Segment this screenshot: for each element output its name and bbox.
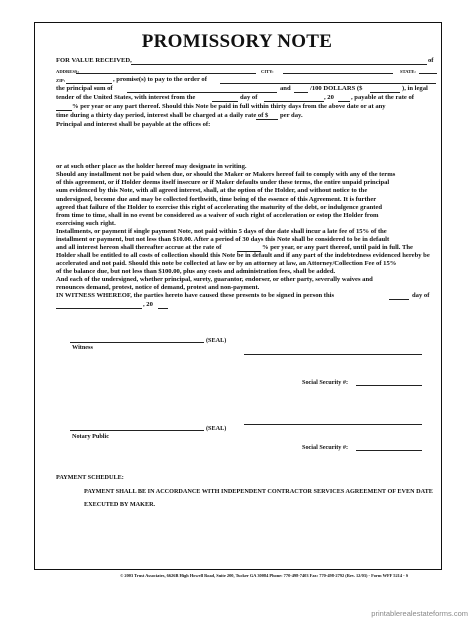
principal-words-blank[interactable] <box>127 92 277 93</box>
footer-copyright: © 2003 Trust Associates, 6626B High Howell Road, Suite 200, Tucker GA 30084 Phone: 770-498-7403 Fax: 770-498-2792 (Rev. 12/03) - Form WFF 5214 - S <box>120 573 409 578</box>
day-of-label: day of <box>240 94 258 101</box>
body-line-14: of the balance due, but not less than $100.00, plus any costs and administration fees, shall be added. <box>56 268 336 275</box>
seal-label-1: (SEAL) <box>206 337 227 344</box>
body-line-3: of this agreement, or if Holder deems itself insecure or if Maker defaults under these terms, the entire unpaid principal <box>56 179 390 186</box>
witness-day-of-label: day of <box>412 292 430 299</box>
signature-line-2[interactable] <box>70 430 204 431</box>
watermark: printablerealestateforms.com <box>371 609 468 618</box>
dollars-label: /100 DOLLARS ($ <box>310 85 363 92</box>
body-line-1: or at such other place as the holder hereof may designate in writing. <box>56 163 247 170</box>
body-line-4: sum evidenced by this Note, with all agreed interest, shall, at the option of the Holder, and without notice to the <box>56 187 368 194</box>
seal-label-2: (SEAL) <box>206 425 227 432</box>
payment-schedule-label: PAYMENT SCHEDULE: <box>56 474 124 481</box>
payee-blank[interactable] <box>220 83 436 84</box>
state-label: STATE: <box>400 69 416 74</box>
of-label: of <box>428 57 434 64</box>
payment-schedule-line-1: PAYMENT SHALL BE IN ACCORDANCE WITH INDEPENDENT CONTRACTOR SERVICES AGREEMENT OF EVEN DATE <box>84 488 433 495</box>
witness-year-blank[interactable] <box>158 308 168 309</box>
interest-day-blank[interactable] <box>212 101 238 102</box>
body-line-15: And each of the undersigned, whether principal, surety, guarantor, endorser, or other party, severally waives and <box>56 276 373 283</box>
witness-year-label: , 20 <box>143 301 153 308</box>
principal-label: the principal sum of <box>56 85 113 92</box>
zip-blank[interactable] <box>66 83 112 84</box>
payment-schedule-line-2: EXECUTED BY MAKER. <box>84 501 156 508</box>
body-line-13: accelerated and not paid. Should this note be collected at law or by an attorney at law, an Attorney/Collection Fee of 15% <box>56 260 397 267</box>
ssn-blank-2[interactable] <box>356 450 422 451</box>
body-line-2: Should any installment not be paid when due, or should the Maker or Makers hereof fail to comply with any of the terms <box>56 171 396 178</box>
notary-label: Notary Public <box>72 433 109 440</box>
body-line-11: and all interest hereon shall thereafter accrue at the rate of <box>56 244 222 251</box>
amount-blank[interactable] <box>370 92 400 93</box>
body-line-10: installment or payment, but not less than $10.00. After a period of 30 days this Note shall be considered to be in default <box>56 236 390 243</box>
cents-blank[interactable] <box>294 92 308 93</box>
body-line-12: Holder shall be entitled to all costs of collection should this Note be in default and if any part of the indebtedness evidenced hereby be <box>56 252 430 259</box>
daily-rate-blank[interactable] <box>256 119 278 120</box>
address-label: ADDRESS: <box>56 69 79 74</box>
ssn-label-1: Social Security #: <box>302 379 349 386</box>
body-line-9: Installments, or payment if single payment Note, not paid within 5 days of due date shall incur a late fee of 15% of the <box>56 228 387 235</box>
notary-signature-line[interactable] <box>244 424 422 425</box>
witness-month-blank[interactable] <box>56 308 142 309</box>
interest-year-blank[interactable] <box>338 101 350 102</box>
city-label: CITY: <box>261 69 274 74</box>
state-blank[interactable] <box>419 73 437 74</box>
city-blank[interactable] <box>283 73 393 74</box>
body-line-5: undersigned, become due and may be collected forthwith, time being of the essence of this Agreement. It is further <box>56 196 377 203</box>
rate-text: % per year or any part thereof. Should this Note be paid in full within thirty days from the above date or at any <box>72 103 386 110</box>
for-value-received-label: FOR VALUE RECEIVED, <box>56 57 132 64</box>
zip-label: ZIP: <box>56 78 66 83</box>
daily-rate-text: time during a thirty day period, interest shall be charged at a daily rate of $ <box>56 112 269 119</box>
body-line-17: IN WITNESS WHEREOF, the parties hereto have caused these presents to be signed in person this <box>56 292 335 299</box>
tender-label: tender of the United States, with interest from the <box>56 94 196 101</box>
document-title: PROMISSORY NOTE <box>141 31 333 52</box>
legal-label: ), in legal <box>402 85 428 92</box>
body-line-16: renounces demand, protest, notice of demand, protest and non-payment. <box>56 284 260 291</box>
ssn-blank-1[interactable] <box>356 385 422 386</box>
body-line-7: from time to time, shall in no event be considered as a waiver of such right of acceleration or estop the Holder from <box>56 212 379 219</box>
maker-name-blank[interactable] <box>131 64 427 65</box>
year-prefix-label: , 20 <box>324 94 334 101</box>
and-label: and <box>280 85 291 92</box>
address-blank[interactable] <box>76 73 256 74</box>
promise-label: , promise(s) to pay to the order of <box>113 76 207 83</box>
rate-blank[interactable] <box>56 110 72 111</box>
payable-offices-label: Principal and interest shall be payable at the offices of: <box>56 121 211 128</box>
witness-day-blank[interactable] <box>389 299 409 300</box>
ssn-label-2: Social Security #: <box>302 444 349 451</box>
witness-label: Witness <box>72 344 93 351</box>
body-line-11b: % per year, or any part thereof, until paid in full. The <box>262 244 413 251</box>
body-line-8: exercising such right. <box>56 220 116 227</box>
signature-line-1[interactable] <box>70 342 204 343</box>
body-line-6: agreed that failure of the Holder to exercise this right of accelerating the maturity of the debt, or indulgence granted <box>56 204 383 211</box>
witness-signature-line[interactable] <box>244 354 422 355</box>
interest-month-blank[interactable] <box>264 101 324 102</box>
payable-rate-label: , payable at the rate of <box>351 94 414 101</box>
per-day-label: per day. <box>280 112 303 119</box>
